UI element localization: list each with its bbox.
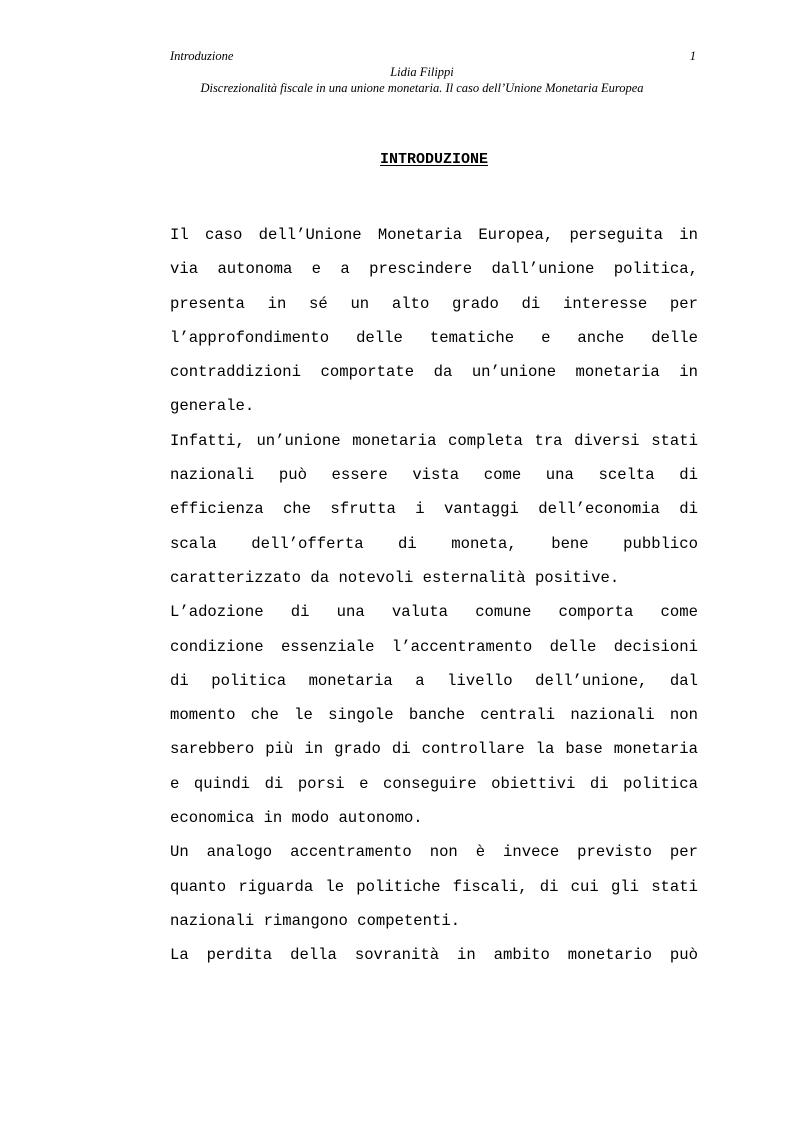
text-line: condizione essenziale l’accentramento delle decisioni	[170, 637, 698, 656]
text-line: efficienza che sfrutta i vantaggi dell’economia di	[170, 500, 698, 519]
text-line: quanto riguarda le politiche fiscali, di cui gli stati	[170, 877, 698, 896]
text-line: scala dell’offerta di moneta, bene pubblico	[170, 534, 698, 553]
text-line: economica in modo autonomo.	[170, 809, 423, 828]
text-line: via autonoma e a prescindere dall’unione politica,	[170, 260, 698, 279]
text-line: nazionali può essere vista come una scelta di	[170, 466, 698, 485]
text-line: generale.	[170, 397, 255, 416]
section-title: INTRODUZIONE	[379, 151, 489, 168]
text-line: l’approfondimento delle tematiche e anche delle	[170, 328, 698, 347]
paragraph	[170, 595, 698, 835]
running-header-author: Lidia Filippi	[390, 65, 454, 79]
text-line: contraddizioni comportate da un’unione monetaria in	[170, 363, 698, 382]
text-line: L’adozione di una valuta comune comporta come	[170, 603, 698, 622]
text-line: nazionali rimangono competenti.	[170, 911, 461, 930]
paragraph	[170, 938, 698, 972]
text-line: caratterizzato da notevoli esternalità positive.	[170, 568, 620, 587]
text-line: La perdita della sovranità in ambito monetario può	[170, 946, 698, 965]
paragraph	[170, 424, 698, 595]
paragraph	[170, 218, 698, 424]
page-number: 1	[689, 49, 696, 63]
running-header-section: Introduzione	[170, 49, 234, 63]
text-line: sarebbero più in grado di controllare la base monetaria	[170, 740, 698, 759]
paragraph	[170, 835, 698, 938]
running-header-thesis-title: Discrezionalità fiscale in una unione monetaria. Il caso dell’Unione Monetaria Europea	[200, 81, 644, 95]
text-line: presenta in sé un alto grado di interesse per	[170, 294, 698, 313]
text-line: momento che le singole banche centrali nazionali non	[170, 706, 698, 725]
text-line: Infatti, un’unione monetaria completa tra diversi stati	[170, 431, 698, 450]
body-text	[170, 218, 698, 973]
text-line: Un analogo accentramento non è invece previsto per	[170, 843, 698, 862]
text-line: di politica monetaria a livello dell’unione, dal	[170, 671, 698, 690]
text-line: e quindi di porsi e conseguire obiettivi di politica	[170, 774, 698, 793]
text-line: Il caso dell’Unione Monetaria Europea, perseguita in	[170, 226, 698, 244]
